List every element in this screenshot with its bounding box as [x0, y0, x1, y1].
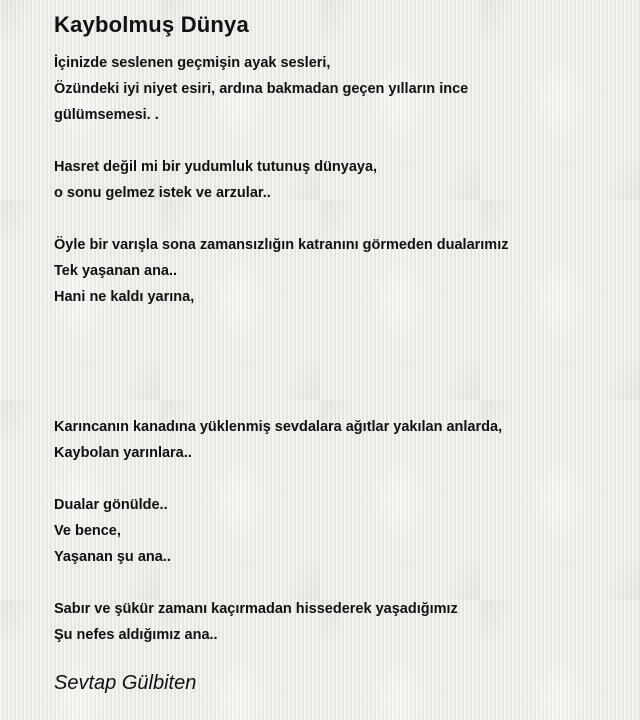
poem-line: Yaşanan şu ana.. — [54, 549, 171, 565]
poem-container — [54, 10, 624, 696]
poem-line: gülümsemesi. . — [54, 107, 159, 123]
poem-line: Karıncanın kanadına yüklenmiş sevdalara ağıtlar yakılan anlarda, — [54, 419, 503, 435]
poem-line: Kaybolan yarınlara.. — [54, 445, 192, 461]
poem-line: Hasret değil mi bir yudumluk tutunuş dünyaya, — [54, 159, 378, 175]
poem-line: İçinizde seslenen geçmişin ayak sesleri, — [54, 55, 331, 71]
stanza-1 — [54, 50, 624, 128]
poem-line: Dualar gönülde.. — [54, 497, 168, 513]
poem-line: Hani ne kaldı yarına, — [54, 289, 195, 305]
stanza-2 — [54, 154, 624, 206]
poem-line: o sonu gelmez istek ve arzular.. — [54, 185, 271, 201]
stanza-5 — [54, 492, 624, 570]
poem-author: Sevtap Gülbiten — [54, 672, 197, 694]
poem-line: Sabır ve şükür zamanı kaçırmadan hissederek yaşadığımız — [54, 601, 458, 617]
stanza-3 — [54, 232, 624, 310]
poem-line: Öyle bir varışla sona zamansızlığın katranını görmeden dualarımız — [54, 237, 509, 253]
poem-line: Ve bence, — [54, 523, 121, 539]
poem-line: Özündeki iyi niyet esiri, ardına bakmadan geçen yılların ince — [54, 81, 469, 97]
stanza-4 — [54, 414, 624, 466]
poem-line: Şu nefes aldığımız ana.. — [54, 627, 218, 643]
poem-title: Kaybolmuş Dünya — [54, 12, 249, 37]
poem-line: Tek yaşanan ana.. — [54, 263, 178, 279]
stanza-6 — [54, 596, 624, 648]
